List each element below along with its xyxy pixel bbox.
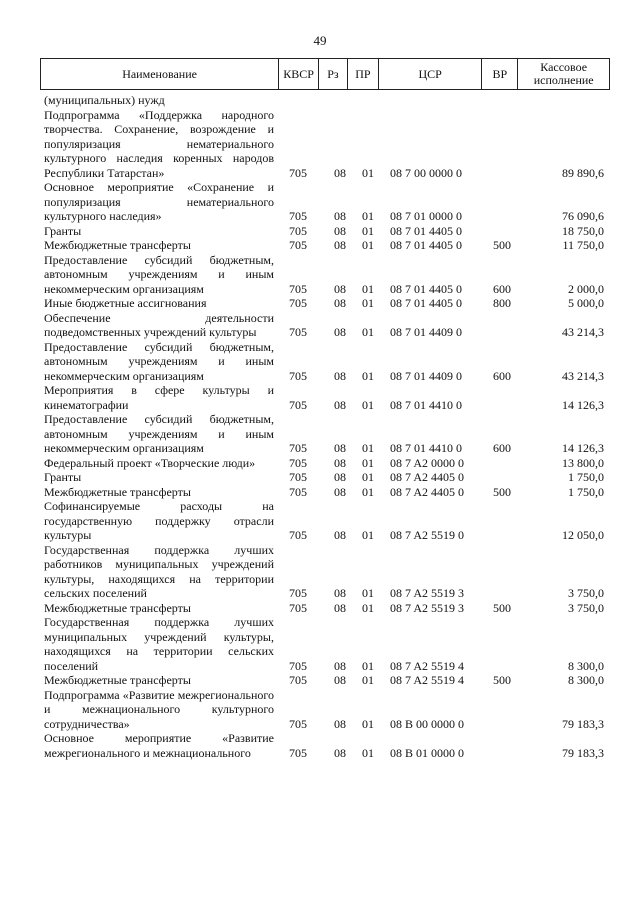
row-csr: 08 В 00 0000 0 bbox=[390, 716, 465, 731]
row-sum: 3 750,0 bbox=[568, 586, 604, 600]
row-pr: 01 bbox=[362, 600, 374, 615]
row-rz: 08 bbox=[334, 455, 346, 470]
table-row bbox=[44, 253, 604, 297]
row-name: Иные бюджетные ассигнования bbox=[44, 296, 207, 310]
row-kvsr: 705 bbox=[289, 223, 307, 238]
row-rz: 08 bbox=[334, 165, 346, 180]
row-kvsr: 705 bbox=[289, 586, 307, 600]
row-rz: 08 bbox=[334, 484, 346, 499]
row-rz: 08 bbox=[334, 209, 346, 223]
row-pr: 01 bbox=[362, 673, 374, 687]
row-sum: 11 750,0 bbox=[562, 238, 604, 252]
table-row bbox=[44, 485, 604, 500]
row-kvsr: 705 bbox=[289, 658, 307, 673]
table-row bbox=[44, 383, 604, 412]
row-kvsr: 705 bbox=[289, 484, 307, 499]
row-name: Межбюджетные трансферты bbox=[44, 600, 191, 615]
row-sum: 89 890,6 bbox=[562, 165, 604, 180]
row-rz: 08 bbox=[334, 586, 346, 600]
row-name: Софинансируемые расходы на государственную поддержку отрасли культуры bbox=[44, 499, 274, 542]
row-sum: 14 126,3 bbox=[562, 441, 604, 455]
row-csr: 08 7 01 4405 0 bbox=[390, 281, 462, 296]
row-csr: 08 7 01 4405 0 bbox=[390, 296, 462, 310]
table-row bbox=[44, 340, 604, 384]
row-rz: 08 bbox=[334, 470, 346, 484]
row-sum: 79 183,3 bbox=[562, 745, 604, 760]
row-name: Федеральный проект «Творческие люди» bbox=[44, 455, 256, 470]
table-row bbox=[44, 543, 604, 601]
row-kvsr: 705 bbox=[289, 209, 307, 223]
row-name: Государственная поддержка лучших муниципальных учреждений культуры, находящихся на территории сельских поселений bbox=[44, 615, 274, 673]
row-rz: 08 bbox=[334, 281, 346, 296]
row-kvsr: 705 bbox=[289, 745, 307, 760]
header-kvsr: КВСР bbox=[279, 59, 319, 89]
table-body bbox=[44, 93, 604, 760]
row-name: Обеспечение деятельности подведомственных учреждений культуры bbox=[44, 310, 274, 339]
row-name: Межбюджетные трансферты bbox=[44, 238, 191, 252]
row-rz: 08 bbox=[334, 296, 346, 310]
row-vr: 500 bbox=[493, 238, 511, 252]
row-pr: 01 bbox=[362, 209, 374, 223]
row-sum: 12 050,0 bbox=[562, 528, 604, 542]
row-sum: 76 090,6 bbox=[562, 209, 604, 223]
row-kvsr: 705 bbox=[289, 281, 307, 296]
header-pr: ПР bbox=[348, 59, 379, 89]
row-name: Основное мероприятие «Сохранение и популяризация нематериального культурного наследия» bbox=[44, 180, 274, 223]
table-row bbox=[44, 108, 604, 181]
row-pr: 01 bbox=[362, 484, 374, 499]
row-vr: 800 bbox=[493, 296, 511, 310]
table-row bbox=[44, 673, 604, 688]
table-row bbox=[44, 224, 604, 239]
page-number: 49 bbox=[313, 33, 327, 48]
row-sum: 79 183,3 bbox=[562, 716, 604, 731]
row-pr: 01 bbox=[362, 325, 374, 339]
header-name: Наименование bbox=[41, 59, 279, 89]
row-name: Предоставление субсидий бюджетным, автономным учреждениям и иным некоммерческим организациям bbox=[44, 412, 274, 455]
row-sum: 8 300,0 bbox=[568, 673, 604, 687]
row-rz: 08 bbox=[334, 745, 346, 760]
row-sum: 1 750,0 bbox=[568, 484, 604, 499]
table-row bbox=[44, 238, 604, 253]
row-name: Гранты bbox=[44, 223, 82, 238]
row-csr: 08 7 A2 5519 3 bbox=[390, 600, 465, 615]
row-pr: 01 bbox=[362, 238, 374, 252]
row-sum: 2 000,0 bbox=[568, 281, 604, 296]
row-csr: 08 В 01 0000 0 bbox=[390, 745, 465, 760]
row-name: Подпрограмма «Поддержка народного творчества. Сохранение, возрождение и популяризация нематериального культурного наследия коренных народов Республики Татарстан» bbox=[44, 107, 274, 180]
row-vr: 600 bbox=[493, 368, 511, 383]
row-rz: 08 bbox=[334, 441, 346, 455]
row-kvsr: 705 bbox=[289, 673, 307, 687]
table-header bbox=[40, 58, 610, 90]
row-kvsr: 705 bbox=[289, 455, 307, 470]
row-vr: 500 bbox=[493, 484, 511, 499]
row-kvsr: 705 bbox=[289, 296, 307, 310]
header-rz: Рз bbox=[319, 59, 348, 89]
row-rz: 08 bbox=[334, 716, 346, 731]
row-pr: 01 bbox=[362, 368, 374, 383]
row-pr: 01 bbox=[362, 716, 374, 731]
row-csr: 08 7 A2 5519 4 bbox=[390, 673, 465, 687]
row-vr: 500 bbox=[493, 600, 511, 615]
row-sum: 8 300,0 bbox=[568, 658, 604, 673]
row-pr: 01 bbox=[362, 165, 374, 180]
row-rz: 08 bbox=[334, 600, 346, 615]
row-sum: 14 126,3 bbox=[562, 397, 604, 412]
row-csr: 08 7 00 0000 0 bbox=[390, 165, 462, 180]
row-rz: 08 bbox=[334, 223, 346, 238]
table-row bbox=[44, 412, 604, 456]
row-rz: 08 bbox=[334, 325, 346, 339]
row-sum: 18 750,0 bbox=[562, 223, 604, 238]
row-name: Гранты bbox=[44, 470, 82, 484]
header-csr: ЦСР bbox=[379, 59, 483, 89]
row-name: Подпрограмма «Развитие межрегионального и межнационального культурного сотрудничества» bbox=[44, 687, 274, 731]
row-csr: 08 7 01 4405 0 bbox=[390, 238, 462, 252]
row-name: Межбюджетные трансферты bbox=[44, 484, 191, 499]
table-row bbox=[44, 93, 604, 108]
row-rz: 08 bbox=[334, 368, 346, 383]
row-csr: 08 7 A2 5519 3 bbox=[390, 586, 465, 600]
row-csr: 08 7 A2 4405 0 bbox=[390, 470, 465, 484]
row-rz: 08 bbox=[334, 528, 346, 542]
row-csr: 08 7 01 4409 0 bbox=[390, 368, 462, 383]
header-kassovoe: Кассовое исполнение bbox=[533, 60, 594, 87]
row-pr: 01 bbox=[362, 528, 374, 542]
table-row bbox=[44, 688, 604, 732]
row-csr: 08 7 01 4410 0 bbox=[390, 397, 462, 412]
row-kvsr: 705 bbox=[289, 528, 307, 542]
table-row bbox=[44, 456, 604, 471]
row-pr: 01 bbox=[362, 455, 374, 470]
table-row bbox=[44, 296, 604, 311]
row-name: Предоставление субсидий бюджетным, автономным учреждениям и иным некоммерческим организациям bbox=[44, 339, 274, 383]
row-rz: 08 bbox=[334, 238, 346, 252]
row-pr: 01 bbox=[362, 470, 374, 484]
row-name: Межбюджетные трансферты bbox=[44, 673, 191, 687]
row-pr: 01 bbox=[362, 658, 374, 673]
header-vr: ВР bbox=[482, 59, 518, 89]
table-row bbox=[44, 180, 604, 224]
row-csr: 08 7 01 4405 0 bbox=[390, 223, 462, 238]
row-pr: 01 bbox=[362, 223, 374, 238]
row-pr: 01 bbox=[362, 441, 374, 455]
table-row bbox=[44, 731, 604, 760]
row-name: Предоставление субсидий бюджетным, автономным учреждениям и иным некоммерческим организациям bbox=[44, 252, 274, 296]
row-kvsr: 705 bbox=[289, 397, 307, 412]
row-sum: 1 750,0 bbox=[568, 470, 604, 484]
table-row bbox=[44, 499, 604, 543]
row-csr: 08 7 A2 5519 4 bbox=[390, 658, 465, 673]
row-rz: 08 bbox=[334, 658, 346, 673]
row-csr: 08 7 01 4410 0 bbox=[390, 441, 462, 455]
row-name: Основное мероприятие «Развитие межрегионального и межнационального bbox=[44, 731, 274, 760]
row-vr: 500 bbox=[493, 673, 511, 687]
row-name: Мероприятия в сфере культуры и кинематографии bbox=[44, 383, 274, 412]
row-pr: 01 bbox=[362, 745, 374, 760]
row-rz: 08 bbox=[334, 673, 346, 687]
row-vr: 600 bbox=[493, 281, 511, 296]
row-vr: 600 bbox=[493, 441, 511, 455]
row-name: Государственная поддержка лучших работников муниципальных учреждений культуры, находящихся на территории сельских поселений bbox=[44, 542, 274, 600]
row-kvsr: 705 bbox=[289, 165, 307, 180]
row-csr: 08 7 01 4409 0 bbox=[390, 325, 462, 339]
row-sum: 43 214,3 bbox=[562, 368, 604, 383]
row-csr: 08 7 A2 4405 0 bbox=[390, 484, 465, 499]
row-kvsr: 705 bbox=[289, 600, 307, 615]
table-row bbox=[44, 470, 604, 485]
row-sum: 13 800,0 bbox=[562, 455, 604, 470]
row-kvsr: 705 bbox=[289, 470, 307, 484]
row-sum: 3 750,0 bbox=[568, 600, 604, 615]
row-pr: 01 bbox=[362, 296, 374, 310]
row-sum: 43 214,3 bbox=[562, 325, 604, 339]
row-csr: 08 7 A2 0000 0 bbox=[390, 455, 465, 470]
row-pr: 01 bbox=[362, 281, 374, 296]
row-kvsr: 705 bbox=[289, 325, 307, 339]
row-sum: 5 000,0 bbox=[568, 296, 604, 310]
row-kvsr: 705 bbox=[289, 441, 307, 455]
row-pr: 01 bbox=[362, 397, 374, 412]
table-row bbox=[44, 601, 604, 616]
row-rz: 08 bbox=[334, 397, 346, 412]
row-csr: 08 7 A2 5519 0 bbox=[390, 528, 465, 542]
row-name: (муниципальных) нужд bbox=[44, 93, 165, 107]
row-kvsr: 705 bbox=[289, 238, 307, 252]
row-kvsr: 705 bbox=[289, 716, 307, 731]
table-row bbox=[44, 311, 604, 340]
row-pr: 01 bbox=[362, 586, 374, 600]
row-csr: 08 7 01 0000 0 bbox=[390, 209, 462, 223]
table-row bbox=[44, 615, 604, 673]
row-kvsr: 705 bbox=[289, 368, 307, 383]
